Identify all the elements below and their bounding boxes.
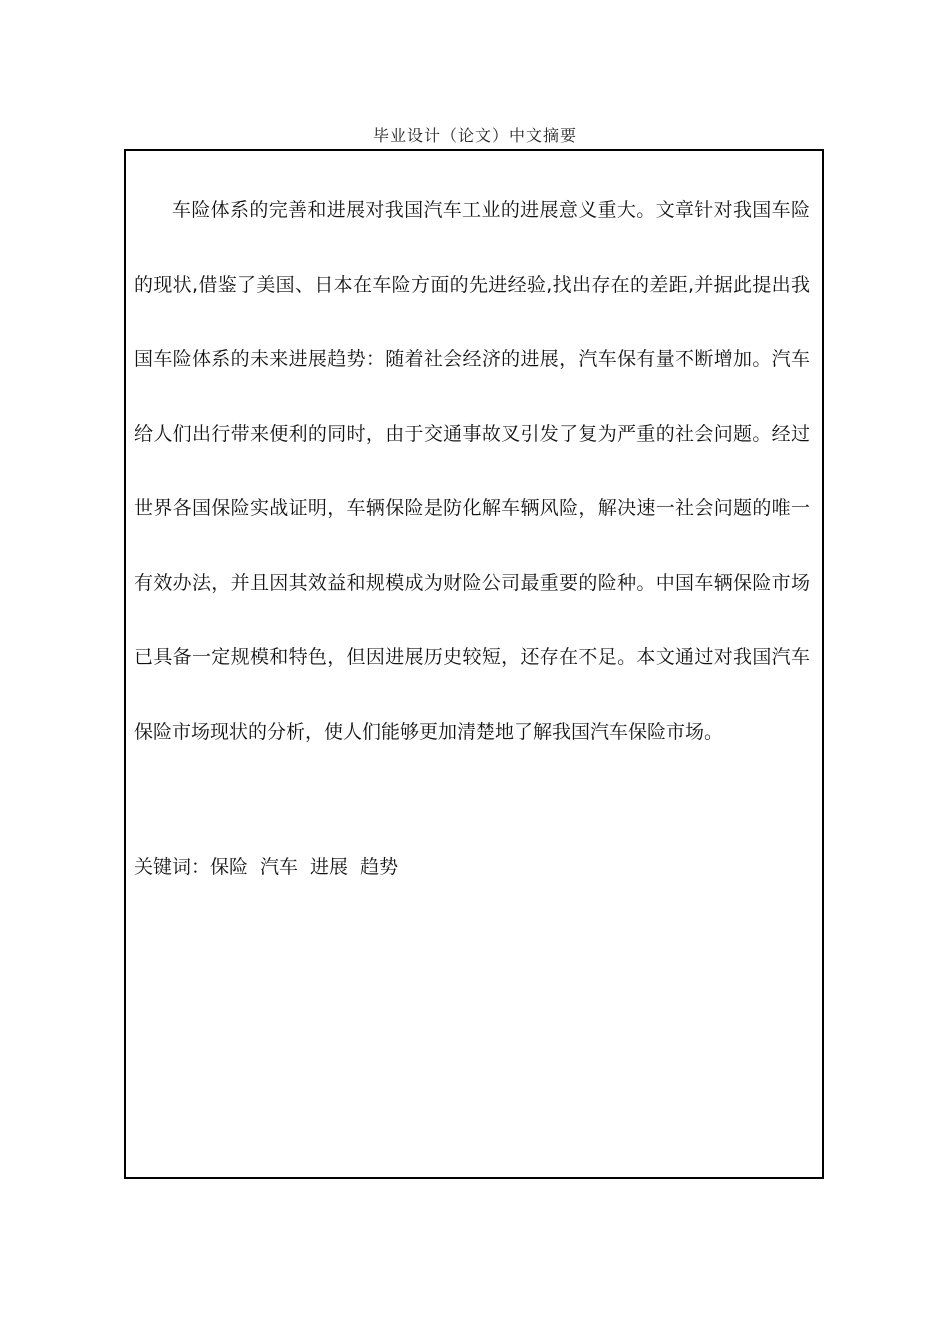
keyword-item: 保险 [210, 856, 249, 878]
keywords-line [134, 852, 810, 882]
keyword-item: 进展 [310, 856, 349, 878]
abstract-text: 车险体系的完善和进展对我国汽车工业的进展意义重大。文章针对我国车险的现状,借鉴了美国、日本在车险方面的先进经验,找出存在的差距,并据此提出我国车险体系的未来进展趋势：随着社会经济的进展，汽车保有量不断增加。汽车给人们出行带来便利的同时，由于交通事故叉引发了复为严重的社会问题。经过世界各国保险实战证明，车辆保险是防化解车辆风险，解决速一社会问题的唯一有效办法，并且因其效益和规模成为财险公司最重要的险种。中国车辆保险市场已具备一定规模和特色，但因进展历史较短，还存在不足。本文通过对我国汽车保险市场现状的分析，使人们能够更加清楚地了解我国汽车保险市场。 [134, 199, 810, 743]
page-title: 毕业设计（论文）中文摘要 [372, 126, 577, 145]
keyword-item: 汽车 [260, 856, 299, 878]
keywords-label: 关键词： [134, 856, 211, 878]
keyword-item: 趋势 [360, 856, 399, 878]
